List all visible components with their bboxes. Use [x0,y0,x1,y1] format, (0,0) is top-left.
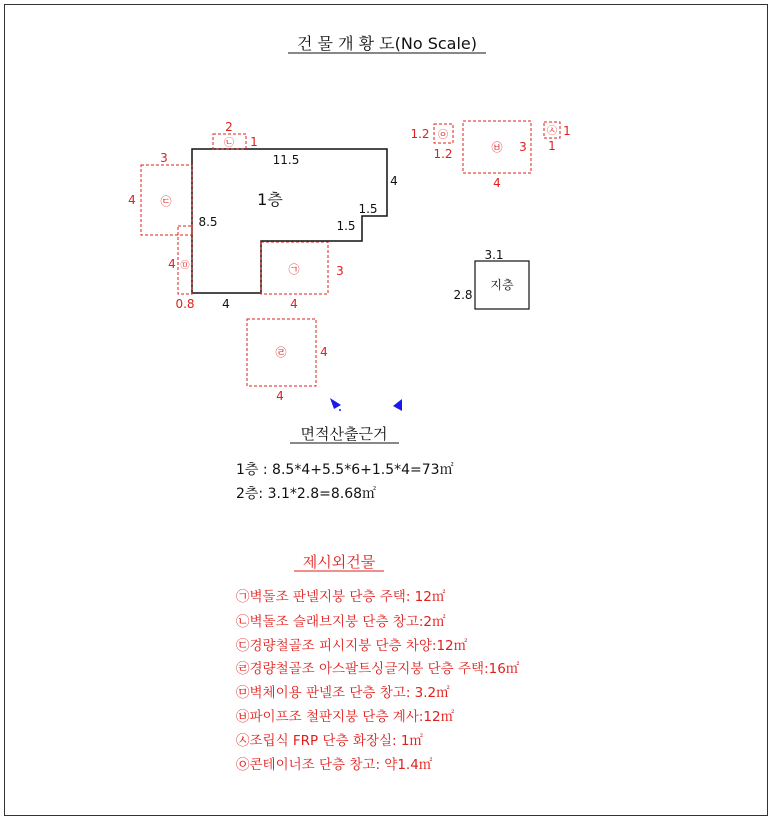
area-line-2: 2층: 3.1*2.8=8.68㎡ [236,486,377,502]
shed-c-symbol: ㉢ [160,195,172,208]
shed-b-height: 1 [250,135,258,149]
shed-d-symbol: ㉣ [275,346,287,359]
shed-g-height: 1 [563,124,571,138]
external-item: ㉣경량철골조 아스팔트싱글지붕 단층 주택:16㎡ [236,661,520,677]
area-line-1: 1층 : 8.5*4+5.5*6+1.5*4=73㎡ [236,462,454,478]
shed-g-width: 1 [548,139,556,153]
annex-label: 지층 [490,278,514,292]
shed-a-symbol: ㉠ [288,263,300,276]
shed-b-width: 2 [225,120,233,134]
external-heading: 제시외건물 [302,553,376,571]
shed-e-symbol: ㉤ [180,261,190,271]
external-item: ㉤벽체이용 판넬조 단층 창고: 3.2㎡ [236,685,450,701]
shed-f-symbol: ㉥ [491,141,503,154]
shed-g-symbol: ㉦ [547,126,557,137]
area-basis-heading: 면적산출근거 [300,425,388,443]
dim-step2: 1.5 [336,219,356,233]
diagram-title: 건 물 개 황 도(No Scale) [297,34,477,53]
external-item: ㉡벽돌조 슬래브지붕 단층 창고:2㎡ [236,614,446,630]
cursor-marker-right-icon [393,399,402,411]
shed-h-width: 1.2 [433,147,453,161]
shed-d-height: 4 [320,345,328,359]
external-item: ㉦조립식 FRP 단층 화장실: 1㎡ [236,733,423,749]
shed-b-symbol: ㉡ [224,138,234,149]
cursor-marker-left-icon [330,398,341,409]
shed-h-symbol: ㉧ [438,130,448,141]
shed-e-height: 4 [168,257,176,271]
shed-h-height: 1.2 [410,127,430,141]
dim-bottom: 4 [222,297,230,311]
shed-c-height: 4 [128,193,136,207]
external-item: ㉠벽돌조 판넬지붕 단층 주택: 12㎡ [236,589,446,605]
shed-a-height: 3 [336,264,344,278]
external-item: ㉧콘테이너조 단층 창고: 약1.4㎡ [236,757,433,773]
dim-top: 11.5 [272,153,300,167]
shed-c-width: 3 [160,151,168,165]
annex-width: 3.1 [484,248,504,262]
main-building-label: 1층 [257,190,283,209]
shed-f-width: 4 [493,176,501,190]
shed-d-width: 4 [276,389,284,403]
shed-a-width: 4 [290,297,298,311]
external-item: ㉢경량철골조 피시지붕 단층 차양:12㎡ [236,638,468,654]
shed-e-outline [178,226,192,294]
cursor-dot-icon [339,409,341,411]
dim-left: 8.5 [198,215,218,229]
dim-right-top: 4 [390,174,398,188]
external-item: ㉥파이프조 철판지붕 단층 계사:12㎡ [236,709,455,725]
annex-height: 2.8 [453,288,473,302]
dim-step1: 1.5 [358,202,378,216]
shed-e-width: 0.8 [175,297,195,311]
shed-f-height: 3 [519,140,527,154]
